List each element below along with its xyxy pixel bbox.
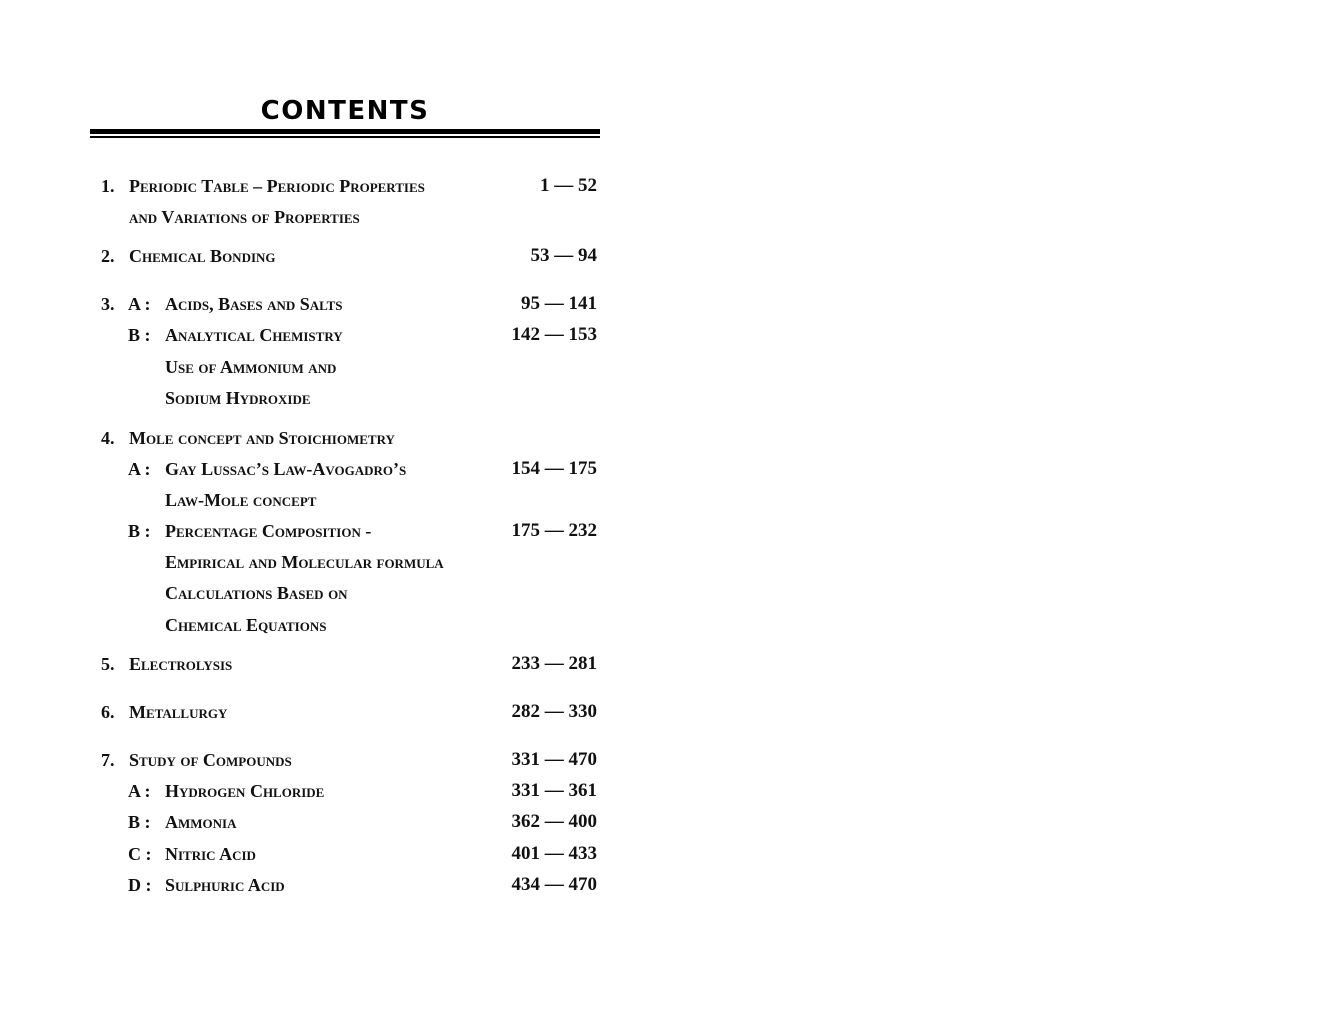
chapter-title: Mole concept and Stoichiometry — [129, 428, 395, 448]
part-letter: D : — [128, 875, 152, 895]
part-title-continued: Calculations Based on — [165, 583, 348, 603]
part-title: Analytical Chemistry — [165, 325, 343, 345]
part-title: Acids, Bases and Salts — [165, 294, 343, 314]
chapter-title: Study of Compounds — [129, 750, 292, 770]
chapter-title: Metallurgy — [129, 702, 228, 722]
page-range: 53 — 94 — [530, 245, 597, 266]
page-range: 401 — 433 — [511, 843, 597, 864]
page-range: 1 — 52 — [540, 175, 597, 196]
page-range: 362 — 400 — [511, 811, 597, 832]
part-letter: A : — [128, 294, 151, 314]
chapter-title-continued: and Variations of Properties — [129, 207, 360, 227]
part-title-continued: Chemical Equations — [165, 615, 327, 635]
part-title-continued: Law-Mole concept — [165, 490, 317, 510]
title-rule-thick — [90, 129, 600, 134]
part-title: Nitric Acid — [165, 844, 256, 864]
chapter-title: Electrolysis — [129, 654, 233, 674]
title-rule-thin — [90, 136, 600, 138]
part-letter: A : — [128, 781, 151, 801]
part-title: Hydrogen Chloride — [165, 781, 325, 801]
chapter-number: 5. — [101, 654, 115, 674]
part-title: Ammonia — [165, 812, 237, 832]
part-letter: C : — [128, 844, 152, 864]
part-letter: B : — [128, 521, 151, 541]
part-letter: B : — [128, 812, 151, 832]
part-title: Sulphuric Acid — [165, 875, 285, 895]
part-letter: A : — [128, 459, 151, 479]
page-range: 434 — 470 — [511, 874, 597, 895]
part-title-continued: Use of Ammonium and — [165, 357, 337, 377]
chapter-title: Periodic Table – Periodic Properties — [129, 176, 425, 196]
chapter-number: 7. — [101, 750, 115, 770]
chapter-number: 2. — [101, 246, 115, 266]
page-title: CONTENTS — [260, 96, 430, 126]
chapter-number: 6. — [101, 702, 115, 722]
page-range: 95 — 141 — [521, 293, 597, 314]
page-range: 233 — 281 — [511, 653, 597, 674]
chapter-title: Chemical Bonding — [129, 246, 276, 266]
page-range: 175 — 232 — [511, 520, 597, 541]
page-range: 331 — 470 — [511, 749, 597, 770]
chapter-number: 4. — [101, 428, 115, 448]
page-range: 142 — 153 — [511, 324, 597, 345]
page-range: 282 — 330 — [511, 701, 597, 722]
chapter-number: 3. — [101, 294, 115, 314]
part-title: Gay Lussac’s Law-Avogadro’s — [165, 459, 407, 479]
part-title-continued: Sodium Hydroxide — [165, 388, 311, 408]
page-range: 154 — 175 — [511, 458, 597, 479]
chapter-number: 1. — [101, 176, 115, 196]
page-range: 331 — 361 — [511, 780, 597, 801]
part-letter: B : — [128, 325, 151, 345]
part-title: Percentage Composition - — [165, 521, 372, 541]
part-title-continued: Empirical and Molecular formula — [165, 552, 444, 572]
